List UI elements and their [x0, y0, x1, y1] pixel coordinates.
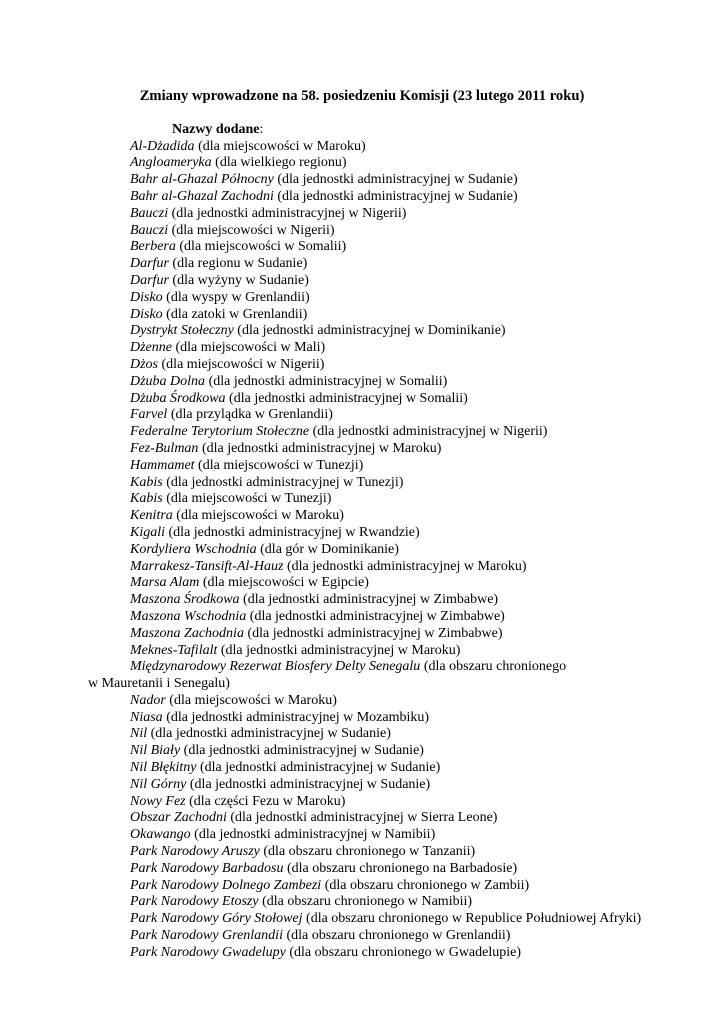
entry-name: Farvel: [130, 407, 168, 423]
entry-name: Marsa Alam: [130, 575, 200, 591]
entry-name: Niasa: [130, 709, 163, 725]
list-item: [88, 760, 680, 777]
list-item: [88, 844, 680, 861]
list-item: [88, 424, 680, 441]
list-item: [88, 928, 680, 945]
section-heading-label: Nazwy dodane: [172, 121, 260, 137]
entry-description: (dla obszaru chronionego w Grenlandii): [282, 928, 511, 944]
entry-description: (dla jednostki administracyjnej w Zimbabwe): [243, 625, 503, 641]
entry-name: Marrakesz-Tansift-Al-Hauz: [130, 558, 284, 574]
entry-description: (dla części Fezu w Maroku): [185, 793, 346, 809]
list-item: [88, 307, 680, 324]
entry-name: Federalne Terytorium Stołeczne: [130, 424, 310, 440]
entry-name: Darfur: [130, 256, 169, 272]
entry-description: (dla zatoki w Grenlandii): [162, 306, 308, 322]
entry-description: (dla jednostki administracyjnej w Dominikanie): [233, 323, 506, 339]
entry-name: Darfur: [130, 272, 169, 288]
entry-description: (dla jednostki administracyjnej w Tunezji): [162, 474, 404, 490]
entry-description: (dla obszaru chronionego: [420, 659, 567, 675]
entry-description: (dla jednostki administracyjnej w Maroku): [283, 558, 527, 574]
entry-description: (dla obszaru chronionego w Tanzanii): [259, 844, 476, 860]
entry-name: Meknes-Tafilalt: [130, 642, 218, 658]
entry-name: Obszar Zachodni: [130, 810, 227, 826]
entry-description: (dla jednostki administracyjnej w Sierra Leone): [226, 810, 498, 826]
section-heading-colon: :: [259, 121, 264, 137]
list-item: [88, 945, 680, 962]
entry-description: (dla wyspy w Grenlandii): [162, 289, 310, 305]
list-item: [88, 726, 680, 743]
entry-description: (dla miejscowości w Maroku): [172, 508, 344, 524]
entry-description: (dla miejscowości w Mali): [172, 340, 326, 356]
entry-name: Bauczi: [130, 205, 169, 221]
entry-name: Dżos: [130, 356, 159, 372]
entry-description: (dla obszaru chronionego w Namibii): [258, 894, 473, 910]
list-item: [88, 441, 680, 458]
entry-name: Maszona Wschodnia: [130, 608, 247, 624]
list-item: [88, 273, 680, 290]
list-item: [88, 223, 680, 240]
entry-name: Dżuba Dolna: [130, 373, 206, 389]
entry-description: (dla obszaru chronionego w Gwadelupie): [285, 944, 522, 960]
entry-description: (dla jednostki administracyjnej w Sudanie): [147, 726, 391, 742]
entry-description: (dla jednostki administracyjnej w Nigerii): [168, 205, 407, 221]
entry-description-continued: w Mauretanii i Senegalu): [88, 676, 230, 692]
list-item: [88, 491, 680, 508]
entry-name: Kigali: [130, 524, 166, 540]
entry-name: Bahr al-Ghazal Północny: [130, 172, 274, 188]
entry-name: Fez-Bulman: [130, 440, 199, 456]
list-item: [88, 911, 680, 928]
entry-name: Disko: [130, 289, 163, 305]
entry-description: (dla jednostki administracyjnej w Maroku): [198, 440, 442, 456]
entry-description: (dla jednostki administracyjnej w Zimbabwe): [246, 608, 505, 624]
entry-description: (dla miejscowości w Somalii): [175, 239, 347, 255]
entry-name: Park Narodowy Gwadelupy: [130, 944, 286, 960]
entry-name: Park Narodowy Dolnego Zambezi: [130, 877, 322, 893]
entry-name: Nil Biały: [130, 743, 181, 759]
entry-description: (dla jednostki administracyjnej w Rwandzie): [165, 524, 420, 540]
entry-description: (dla obszaru chronionego w Zambii): [321, 877, 530, 893]
entry-description: (dla miejscowości w Egipcie): [199, 575, 369, 591]
entry-name: Nil Błękitny: [130, 760, 197, 776]
list-item: [88, 592, 680, 609]
entry-name: Nil: [130, 726, 148, 742]
list-item: [88, 391, 680, 408]
list-item: [88, 323, 680, 340]
entry-description: (dla miejscowości w Maroku): [165, 692, 337, 708]
list-item: [88, 340, 680, 357]
list-item: [88, 575, 680, 592]
list-item: [88, 878, 680, 895]
entry-name: Nador: [130, 692, 166, 708]
entry-description: (dla jednostki administracyjnej w Sudanie): [180, 743, 424, 759]
entry-name: Kordyliera Wschodnia: [130, 541, 257, 557]
list-item: [88, 827, 680, 844]
entry-name: Park Narodowy Aruszy: [130, 844, 260, 860]
entry-description: (dla obszaru chronionego w Republice Południowej Afryki): [302, 911, 642, 927]
entry-description: (dla gór w Dominikanie): [256, 541, 399, 557]
list-item: [88, 710, 680, 727]
list-item: [88, 693, 680, 710]
list-item: [88, 407, 680, 424]
list-item: [88, 256, 680, 273]
page-title: Zmiany wprowadzone na 58. posiedzeniu Komisji (23 lutego 2011 roku): [139, 88, 585, 104]
entry-name: Dżuba Środkowa: [130, 390, 226, 406]
entry-description: (dla jednostki administracyjnej w Somalii): [225, 390, 468, 406]
list-item: [88, 643, 680, 660]
list-item: [88, 357, 680, 374]
entry-name: Park Narodowy Grenlandii: [130, 928, 283, 944]
list-item: [88, 189, 680, 206]
entry-description: (dla miejscowości w Maroku): [194, 138, 366, 154]
list-item: [88, 794, 680, 811]
list-item: [88, 206, 680, 223]
added-names-list: [88, 139, 680, 962]
list-item: [88, 609, 680, 626]
list-item: [88, 542, 680, 559]
entry-description: (dla jednostki administracyjnej w Somalii): [205, 373, 448, 389]
entry-description: (dla miejscowości w Nigerii): [158, 356, 325, 372]
list-item: [88, 659, 680, 693]
list-item: [88, 861, 680, 878]
entry-name: Bauczi: [130, 222, 169, 238]
entry-name: Maszona Zachodnia: [130, 625, 244, 641]
entry-name: Park Narodowy Etoszy: [130, 894, 259, 910]
list-item: [88, 172, 680, 189]
entry-name: Hammamet: [130, 457, 195, 473]
list-item: [88, 626, 680, 643]
entry-description: (dla miejscowości w Tunezji): [194, 457, 364, 473]
entry-name: Kabis: [130, 491, 163, 507]
list-item: [88, 475, 680, 492]
list-item: [88, 374, 680, 391]
entry-description: (dla przylądka w Grenlandii): [167, 407, 333, 423]
entry-name: Okawango: [130, 827, 191, 843]
entry-name: Nil Górny: [130, 776, 187, 792]
entry-description: (dla wielkiego regionu): [211, 155, 347, 171]
entry-description: (dla jednostki administracyjnej w Zimbabwe): [239, 592, 499, 608]
entry-description: (dla jednostki administracyjnej w Maroku): [217, 642, 461, 658]
entry-description: (dla miejscowości w Nigerii): [168, 222, 335, 238]
entry-description: (dla obszaru chronionego na Barbadosie): [283, 860, 518, 876]
entry-name: Angloameryka: [130, 155, 212, 171]
entry-name: Kabis: [130, 474, 163, 490]
entry-name: Park Narodowy Barbadosu: [130, 860, 284, 876]
entry-description: (dla wyżyny w Sudanie): [168, 272, 309, 288]
entry-name: Berbera: [130, 239, 176, 255]
entry-name: Bahr al-Ghazal Zachodni: [130, 188, 274, 204]
entry-name: Kenitra: [130, 508, 173, 524]
entry-description: (dla jednostki administracyjnej w Sudanie): [273, 188, 518, 204]
list-item: [88, 155, 680, 172]
list-item: [88, 508, 680, 525]
entry-name: Park Narodowy Góry Stołowej: [130, 911, 303, 927]
entry-description: (dla miejscowości w Tunezji): [162, 491, 332, 507]
list-item: [88, 777, 680, 794]
entry-description: (dla jednostki administracyjnej w Sudanie): [273, 172, 518, 188]
entry-description: (dla jednostki administracyjnej w Sudanie): [196, 760, 441, 776]
list-item: [88, 290, 680, 307]
entry-name: Al-Dżadida: [130, 138, 195, 154]
list-item: [88, 894, 680, 911]
list-item: [88, 139, 680, 156]
list-item: [88, 559, 680, 576]
entry-name: Maszona Środkowa: [130, 592, 240, 608]
list-item: [88, 525, 680, 542]
entry-description: (dla jednostki administracyjnej w Namibii): [190, 827, 436, 843]
entry-description: (dla jednostki administracyjnej w Mozambiku): [162, 709, 430, 725]
entry-description: (dla jednostki administracyjnej w Sudanie): [186, 776, 431, 792]
section-heading: [88, 122, 680, 139]
entry-description: (dla regionu w Sudanie): [168, 256, 308, 272]
entry-description: (dla jednostki administracyjnej w Nigerii): [309, 424, 548, 440]
entry-name: Międzynarodowy Rezerwat Biosfery Delty Senegalu: [130, 659, 421, 675]
entry-name: Disko: [130, 306, 163, 322]
list-item: [88, 743, 680, 760]
list-item: [88, 239, 680, 256]
entry-name: Nowy Fez: [130, 793, 186, 809]
list-item: [88, 458, 680, 475]
entry-name: Dżenne: [130, 340, 172, 356]
list-item: [88, 810, 680, 827]
entry-name: Dystrykt Stołeczny: [130, 323, 234, 339]
